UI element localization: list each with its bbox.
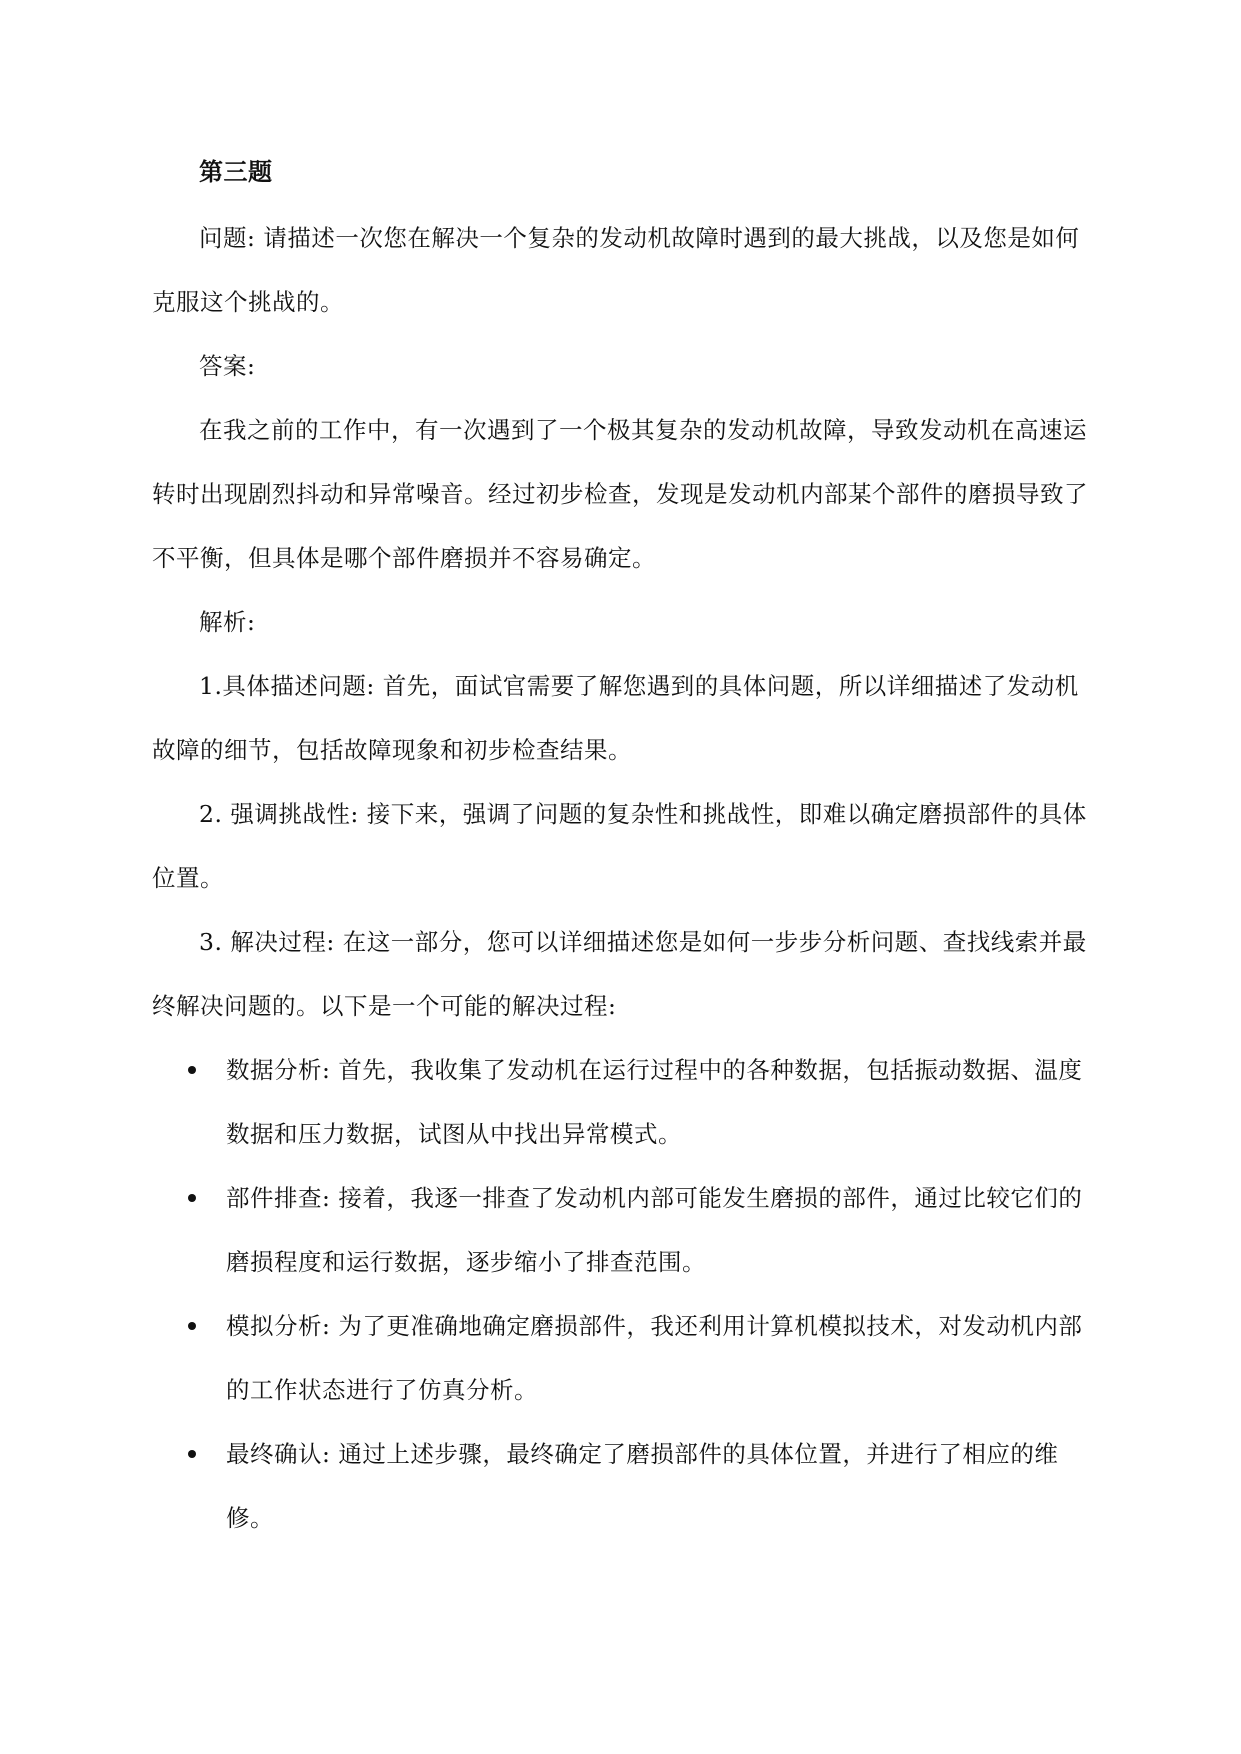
list-item [152, 1422, 1094, 1550]
bullet-icon [188, 1322, 196, 1330]
list-item-text: 数据分析: 首先，我收集了发动机在运行过程中的各种数据，包括振动数据、温度数据和压力数据，试图从中找出异常模式。 [226, 1056, 1083, 1148]
document-body [152, 140, 1094, 1550]
question-paragraph: 问题: 请描述一次您在解决一个复杂的发动机故障时遇到的最大挑战，以及您是如何克服这个挑战的。 [152, 224, 1080, 316]
bullet-icon [188, 1194, 196, 1202]
bullet-icon [188, 1450, 196, 1458]
answer-label: 答案: [199, 352, 256, 380]
list-item-text: 部件排查: 接着，我逐一排查了发动机内部可能发生磨损的部件，通过比较它们的磨损程度和运行数据，逐步缩小了排查范围。 [226, 1184, 1083, 1276]
analysis-point: 3. 解决过程: 在这一部分，您可以详细描述您是如何一步步分析问题、查找线索并最终解决问题的。以下是一个可能的解决过程: [152, 928, 1087, 1020]
analysis-label: 解析: [199, 608, 256, 636]
bullet-icon [188, 1066, 196, 1074]
analysis-point: 1.具体描述问题: 首先，面试官需要了解您遇到的具体问题，所以详细描述了发动机故障的细节，包括故障现象和初步检查结果。 [152, 672, 1079, 764]
list-item [152, 1038, 1094, 1166]
list-item-text: 模拟分析: 为了更准确地确定磨损部件，我还利用计算机模拟技术，对发动机内部的工作状态进行了仿真分析。 [226, 1312, 1083, 1404]
list-item-text: 最终确认: 通过上述步骤，最终确定了磨损部件的具体位置，并进行了相应的维修。 [226, 1440, 1059, 1532]
analysis-point: 2. 强调挑战性: 接下来，强调了问题的复杂性和挑战性，即难以确定磨损部件的具体位置。 [152, 800, 1087, 892]
list-item [152, 1294, 1094, 1422]
list-item [152, 1166, 1094, 1294]
section-heading: 第三题 [199, 158, 273, 186]
answer-paragraph: 在我之前的工作中，有一次遇到了一个极其复杂的发动机故障，导致发动机在高速运转时出现剧烈抖动和异常噪音。经过初步检查，发现是发动机内部某个部件的磨损导致了不平衡，但具体是哪个部件磨损并不容易确定。 [152, 416, 1088, 572]
solution-steps-list [152, 1038, 1094, 1550]
